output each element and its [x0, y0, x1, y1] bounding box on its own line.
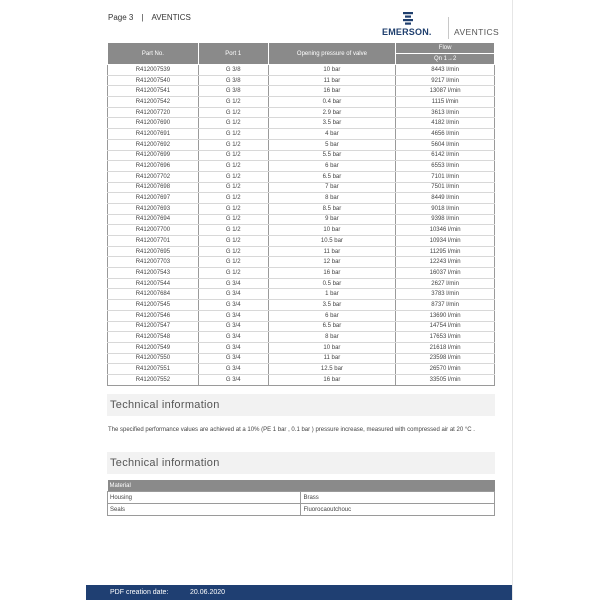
material-component: Housing — [108, 492, 301, 504]
port-cell: G 3/4 — [198, 374, 268, 385]
part-number-cell: R412007541 — [108, 86, 199, 97]
opening-pressure-cell: 11 bar — [268, 246, 396, 257]
opening-pressure-cell: 3.5 bar — [268, 300, 396, 311]
part-number-cell: R412007549 — [108, 342, 199, 353]
opening-pressure-cell: 0.4 bar — [268, 97, 396, 108]
opening-pressure-cell: 5 bar — [268, 139, 396, 150]
table-row — [108, 374, 495, 385]
part-number-cell: R412007693 — [108, 203, 199, 214]
flow-cell: 7501 l/min — [396, 182, 495, 193]
flow-cell: 3613 l/min — [396, 107, 495, 118]
flow-cell: 9018 l/min — [396, 203, 495, 214]
part-number-cell: R412007701 — [108, 236, 199, 247]
emerson-aventics-logo — [382, 11, 502, 39]
table-row — [108, 97, 495, 108]
table-row — [108, 86, 495, 97]
flow-cell: 3783 l/min — [396, 289, 495, 300]
material-table — [107, 480, 495, 516]
flow-cell: 2627 l/min — [396, 278, 495, 289]
opening-pressure-cell: 4 bar — [268, 129, 396, 140]
opening-pressure-cell: 11 bar — [268, 353, 396, 364]
material-header: Material — [108, 480, 495, 492]
table-row — [108, 342, 495, 353]
header-flow-sub: Qn 1→2 — [396, 54, 495, 65]
pdf-footer — [86, 585, 512, 600]
port-cell: G 1/2 — [198, 107, 268, 118]
table-row — [108, 268, 495, 279]
port-cell: G 3/8 — [198, 86, 268, 97]
flow-cell: 16037 l/min — [396, 268, 495, 279]
flow-cell: 23598 l/min — [396, 353, 495, 364]
port-cell: G 3/4 — [198, 364, 268, 375]
part-number-cell: R412007542 — [108, 97, 199, 108]
part-number-cell: R412007540 — [108, 75, 199, 86]
part-number-cell: R412007696 — [108, 161, 199, 172]
performance-note: The specified performance values are achieved at a 10% (PE 1 bar , 0.1 bar ) pressure increase, measured with compressed air at 20 °C . — [108, 427, 475, 433]
port-cell: G 3/4 — [198, 300, 268, 311]
opening-pressure-cell: 12 bar — [268, 257, 396, 268]
part-number-cell: R412007690 — [108, 118, 199, 129]
material-row — [108, 504, 495, 516]
opening-pressure-cell: 6 bar — [268, 310, 396, 321]
table-row — [108, 150, 495, 161]
part-number-cell: R412007695 — [108, 246, 199, 257]
material-component: Seals — [108, 504, 301, 516]
port-cell: G 3/4 — [198, 310, 268, 321]
header-separator: | — [141, 13, 144, 22]
port-cell: G 3/8 — [198, 75, 268, 86]
table-row — [108, 107, 495, 118]
part-number-cell: R412007543 — [108, 268, 199, 279]
part-number-cell: R412007698 — [108, 182, 199, 193]
flow-cell: 13087 l/min — [396, 86, 495, 97]
opening-pressure-cell: 16 bar — [268, 268, 396, 279]
flow-cell: 21618 l/min — [396, 342, 495, 353]
part-number-cell: R412007700 — [108, 225, 199, 236]
opening-pressure-cell: 16 bar — [268, 86, 396, 97]
opening-pressure-cell: 8.5 bar — [268, 203, 396, 214]
table-row — [108, 246, 495, 257]
opening-pressure-cell: 16 bar — [268, 374, 396, 385]
flow-cell: 7101 l/min — [396, 171, 495, 182]
table-row — [108, 129, 495, 140]
part-number-cell: R412007547 — [108, 321, 199, 332]
page-number: 3 — [128, 13, 134, 22]
opening-pressure-cell: 10.5 bar — [268, 236, 396, 247]
part-number-cell: R412007691 — [108, 129, 199, 140]
table-row — [108, 193, 495, 204]
flow-cell: 10346 l/min — [396, 225, 495, 236]
table-row — [108, 332, 495, 343]
port-cell: G 3/4 — [198, 278, 268, 289]
flow-table-body — [108, 65, 495, 386]
emerson-logo-icon — [401, 11, 415, 25]
table-row — [108, 278, 495, 289]
flow-cell: 9217 l/min — [396, 75, 495, 86]
port-cell: G 1/2 — [198, 118, 268, 129]
table-row — [108, 300, 495, 311]
port-cell: G 1/2 — [198, 97, 268, 108]
technical-info-title-2: Technical information — [107, 452, 495, 474]
table-row — [108, 65, 495, 76]
part-number-cell: R412007551 — [108, 364, 199, 375]
table-row — [108, 75, 495, 86]
flow-cell: 12243 l/min — [396, 257, 495, 268]
part-number-cell: R412007703 — [108, 257, 199, 268]
part-number-cell: R412007550 — [108, 353, 199, 364]
flow-cell: 6553 l/min — [396, 161, 495, 172]
port-cell: G 3/4 — [198, 289, 268, 300]
flow-table — [107, 42, 495, 386]
opening-pressure-cell: 0.5 bar — [268, 278, 396, 289]
page-label: Page — [108, 13, 127, 22]
header-port: Port 1 — [198, 43, 268, 65]
port-cell: G 3/4 — [198, 342, 268, 353]
flow-cell: 8443 l/min — [396, 65, 495, 76]
flow-cell: 14754 l/min — [396, 321, 495, 332]
port-cell: G 1/2 — [198, 225, 268, 236]
table-row — [108, 214, 495, 225]
port-cell: G 1/2 — [198, 203, 268, 214]
flow-cell: 11295 l/min — [396, 246, 495, 257]
table-row — [108, 203, 495, 214]
logo-divider — [448, 17, 449, 39]
flow-cell: 8449 l/min — [396, 193, 495, 204]
port-cell: G 1/2 — [198, 182, 268, 193]
opening-pressure-cell: 1 bar — [268, 289, 396, 300]
material-value: Fluorocaoutchouc — [301, 504, 495, 516]
opening-pressure-cell: 6.5 bar — [268, 321, 396, 332]
table-row — [108, 171, 495, 182]
table-row — [108, 310, 495, 321]
table-row — [108, 289, 495, 300]
opening-pressure-cell: 6.5 bar — [268, 171, 396, 182]
opening-pressure-cell: 9 bar — [268, 214, 396, 225]
part-number-cell: R412007699 — [108, 150, 199, 161]
port-cell: G 1/2 — [198, 236, 268, 247]
port-cell: G 3/4 — [198, 353, 268, 364]
table-row — [108, 225, 495, 236]
port-cell: G 1/2 — [198, 193, 268, 204]
opening-pressure-cell: 12.5 bar — [268, 364, 396, 375]
opening-pressure-cell: 10 bar — [268, 65, 396, 76]
opening-pressure-cell: 3.5 bar — [268, 118, 396, 129]
flow-cell: 1115 l/min — [396, 97, 495, 108]
table-row — [108, 118, 495, 129]
table-row — [108, 236, 495, 247]
flow-cell: 5604 l/min — [396, 139, 495, 150]
pdf-creation-date: 20.06.2020 — [190, 589, 226, 596]
port-cell: G 1/2 — [198, 246, 268, 257]
table-row — [108, 321, 495, 332]
part-number-cell: R412007692 — [108, 139, 199, 150]
part-number-cell: R412007702 — [108, 171, 199, 182]
table-row — [108, 364, 495, 375]
opening-pressure-cell: 6 bar — [268, 161, 396, 172]
opening-pressure-cell: 7 bar — [268, 182, 396, 193]
opening-pressure-cell: 10 bar — [268, 225, 396, 236]
flow-cell: 33505 l/min — [396, 374, 495, 385]
port-cell: G 1/2 — [198, 129, 268, 140]
pdf-creation-label: PDF creation date: — [110, 589, 169, 596]
part-number-cell: R412007720 — [108, 107, 199, 118]
port-cell: G 1/2 — [198, 171, 268, 182]
page-header — [108, 13, 191, 22]
port-cell: G 1/2 — [198, 161, 268, 172]
part-number-cell: R412007548 — [108, 332, 199, 343]
flow-cell: 4182 l/min — [396, 118, 495, 129]
table-row — [108, 182, 495, 193]
part-number-cell: R412007552 — [108, 374, 199, 385]
port-cell: G 3/4 — [198, 332, 268, 343]
table-row — [108, 161, 495, 172]
flow-cell: 17653 l/min — [396, 332, 495, 343]
port-cell: G 1/2 — [198, 150, 268, 161]
aventics-logo-text: AVENTICS — [454, 27, 500, 37]
port-cell: G 1/2 — [198, 257, 268, 268]
port-cell: G 3/4 — [198, 321, 268, 332]
opening-pressure-cell: 11 bar — [268, 75, 396, 86]
technical-info-title-1: Technical information — [107, 394, 495, 416]
opening-pressure-cell: 8 bar — [268, 193, 396, 204]
part-number-cell: R412007684 — [108, 289, 199, 300]
table-row — [108, 139, 495, 150]
table-row — [108, 257, 495, 268]
header-brand: AVENTICS — [151, 13, 191, 22]
part-number-cell: R412007539 — [108, 65, 199, 76]
material-value: Brass — [301, 492, 495, 504]
port-cell: G 1/2 — [198, 139, 268, 150]
port-cell: G 1/2 — [198, 214, 268, 225]
part-number-cell: R412007546 — [108, 310, 199, 321]
flow-cell: 26570 l/min — [396, 364, 495, 375]
port-cell: G 3/8 — [198, 65, 268, 76]
part-number-cell: R412007544 — [108, 278, 199, 289]
part-number-cell: R412007697 — [108, 193, 199, 204]
opening-pressure-cell: 5.5 bar — [268, 150, 396, 161]
part-number-cell: R412007694 — [108, 214, 199, 225]
header-flow: Flow — [396, 43, 495, 54]
header-opening-pressure: Opening pressure of valve — [268, 43, 396, 65]
flow-cell: 6142 l/min — [396, 150, 495, 161]
material-row — [108, 492, 495, 504]
opening-pressure-cell: 8 bar — [268, 332, 396, 343]
opening-pressure-cell: 2.9 bar — [268, 107, 396, 118]
emerson-logo-text: EMERSON. — [382, 27, 432, 37]
flow-cell: 4656 l/min — [396, 129, 495, 140]
header-part-no: Part No. — [108, 43, 199, 65]
flow-cell: 13690 l/min — [396, 310, 495, 321]
table-row — [108, 353, 495, 364]
flow-cell: 9398 l/min — [396, 214, 495, 225]
flow-cell: 8737 l/min — [396, 300, 495, 311]
port-cell: G 1/2 — [198, 268, 268, 279]
opening-pressure-cell: 10 bar — [268, 342, 396, 353]
part-number-cell: R412007545 — [108, 300, 199, 311]
flow-cell: 10934 l/min — [396, 236, 495, 247]
